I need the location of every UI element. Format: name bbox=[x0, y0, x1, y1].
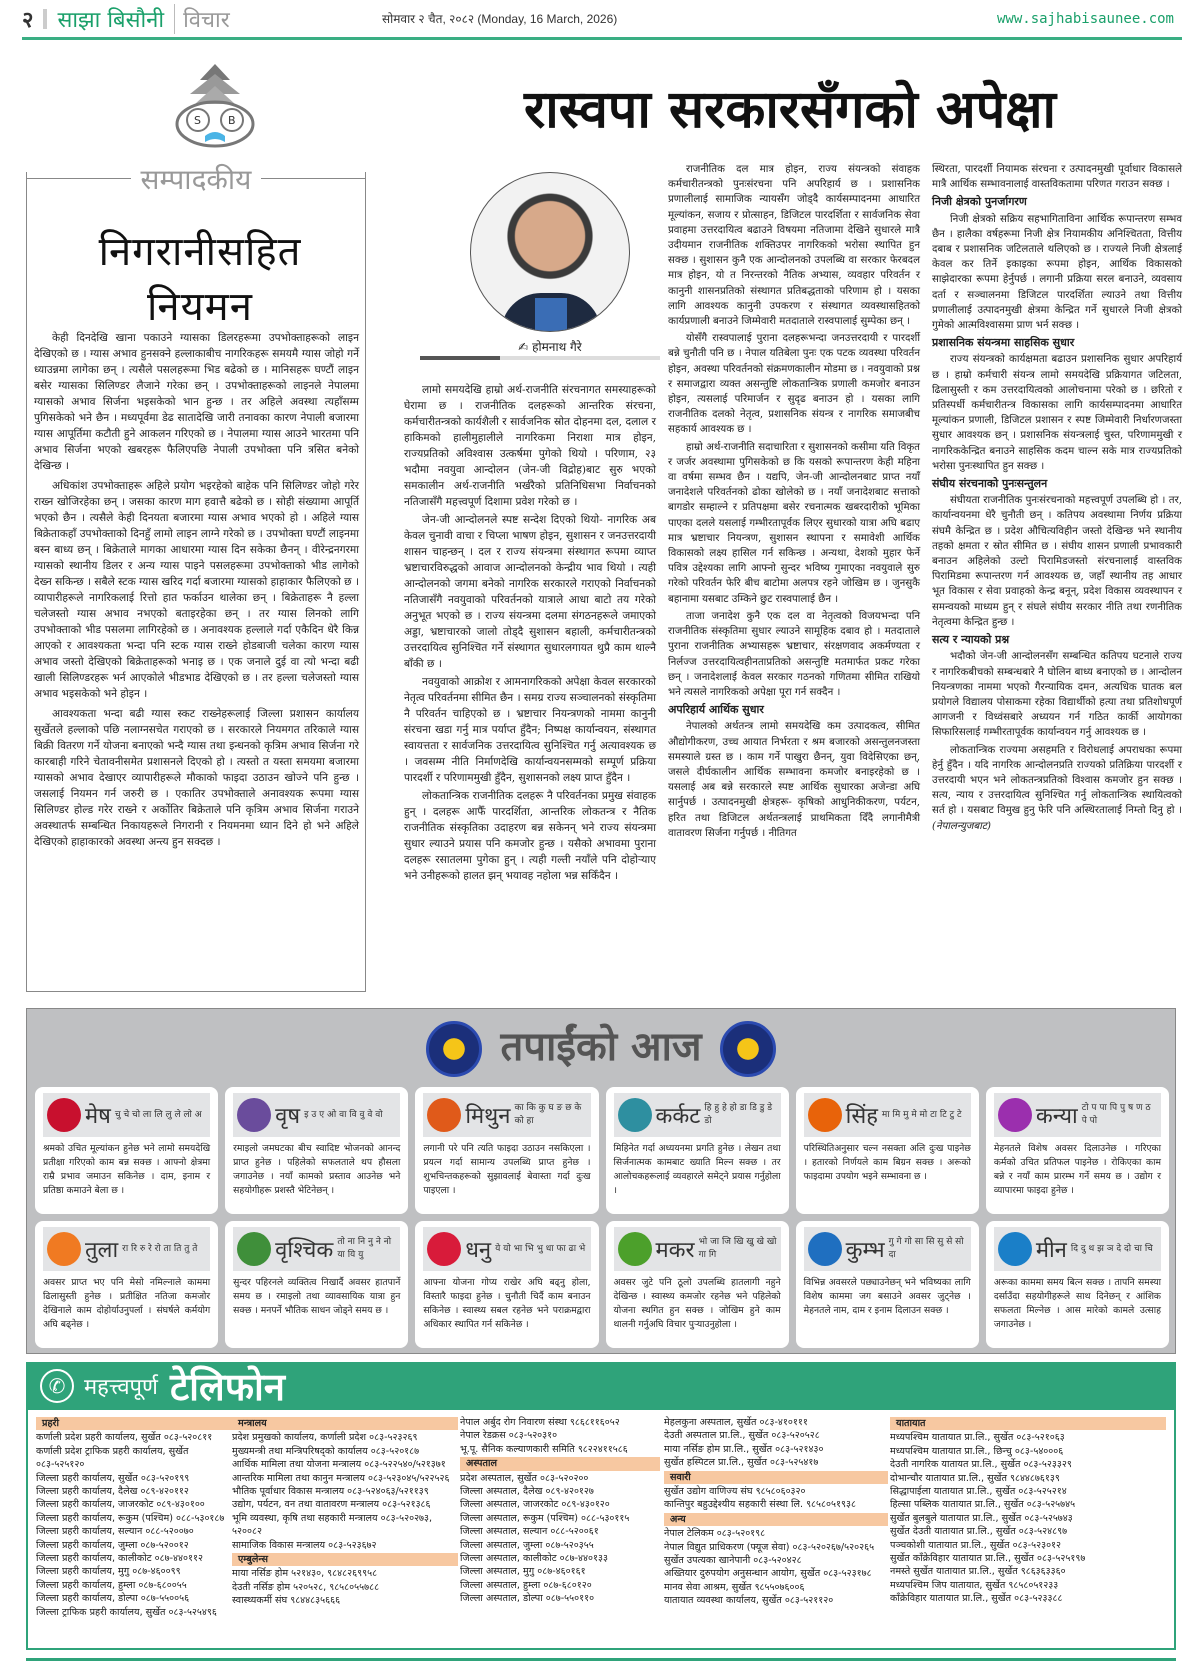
svg-text:S: S bbox=[194, 114, 201, 127]
telephone-entry: जिल्ला प्रहरी कार्यालय, सल्यान ०८८-५२००७० bbox=[36, 1526, 194, 1538]
article-paragraph: राजनीतिक दल मात्र होइन, राज्य संयन्त्रको संवाहक कर्मचारीतन्त्रको पुनःसंरचना पनि अपरिहार्य छ । प्रशासनिक प्रणालीलाई सामाजिक न्यायसँग जोड्दै कार्यसम्पादनमा आधारित मूल्यांकन, सजाय र प्रोत्साहन, डिजिटल पारदर्शिता र सार्वजनिक सेवा प्रवाहमा उत्तरदायित्व बढाउने विषयमा नतिजामा देखिने सुधारले मात्रै उदीयमान राजनीतिक शक्तिउपर नागरिकको भरोसा स्थापित हुन सक्छ । सुशासन कुनै एक आन्दोलनको उपलब्धि वा सरकार फेरबदल मात्र होइन, यो त निरन्तरको नैतिक अभ्यास, व्यवहार परिवर्तन र कानुनी शासनप्रतिको संस्थागत प्रतिबद्धताको परिणाम हो । यसका लागि आवश्यक कानुनी उपकरण र संस्थागत व्यवस्थासहितको कार्यप्रणाली बनाउने जिम्मेवारी मतदाताले रास्वपालाई सुम्पेका छन् । bbox=[668, 164, 920, 328]
telephone-category: प्रहरी bbox=[36, 1417, 232, 1430]
article-paragraph: नवयुवाको आक्रोश र आमनागरिकको अपेक्षा केवल सरकारको नेतृत्व परिवर्तनमा सीमित छैन । समग्र राज्य सञ्चालनको संस्कृतिमा नै परिवर्तन चाहिएको छ । भ्रष्टाचार नियन्त्रणको नाममा कानुनी संरचना खडा गर्नु मात्र पर्याप्त हुँदैन; निष्पक्ष कार्यान्वयन, संस्थागत स्वायत्तता र सार्वजनिक उत्तरदायित्व सुनिश्चित गर्नु अत्यावश्यक छ । जवसम्म नीति निर्माणदेखि कार्यान्वयनसम्मको सम्पूर्ण प्रक्रिया पारदर्शी र परिणाममुखी हुँदैन, सुशासनको लक्ष्य प्राप्त हुँदैन । bbox=[404, 676, 656, 784]
horoscope-card-header bbox=[233, 1093, 400, 1137]
telephone-entry: जिल्ला प्रहरी कार्यालय, मुगु ०८७-४६००९९ bbox=[36, 1566, 181, 1578]
telephone-entry: नेपाल रेडक्रस ०८३-५२०३१० bbox=[460, 1430, 558, 1442]
telephone-entry: जिल्ला प्रहरी कार्यालय, दैलेख ०८९-४२०११२ bbox=[36, 1486, 189, 1498]
telephone-column bbox=[664, 1416, 888, 1608]
page-number: २ bbox=[22, 7, 34, 33]
zodiac-sign-icon bbox=[237, 1098, 271, 1132]
author-photo-shirt bbox=[535, 298, 567, 332]
telephone-entry: नेपाल टेलिकम ०८३-५२०१९८ bbox=[664, 1528, 766, 1540]
article-paragraph: लामो समयदेखि हाम्रो अर्थ-राजनीति संरचनागत समस्याहरूको घेरामा छ । राजनीतिक दलहरूको आन्तरिक संरचना, कर्मचारीतन्त्रको कार्यशैली र सार्वजनिक स्रोत दोहनमा दल, दलाल र हाकिमको हालीमुहालीले नागरिकमा निराशा मात्र होइन, राज्यप्रतिको अविश्वास उत्कर्षमा पुगेको थियो । परिणाम, २३ भदौमा नवयुवा आन्दोलन (जेन-जी विद्रोह)बाट सुरु भएको समकालीन अर्थ-राजनीति भर्खरैको प्रतिनिधिसभा निर्वाचनको नतिजासँगै महत्त्वपूर्ण दिशामा प्रवेश गरेको छ । bbox=[404, 384, 656, 508]
telephone-category: मन्त्रालय bbox=[232, 1417, 458, 1430]
horoscope-card-header bbox=[43, 1093, 210, 1137]
article-paragraph: राज्य संयन्त्रको कार्यक्षमता बढाउन प्रशासनिक सुधार अपरिहार्य छ । हाम्रो कर्मचारी संयन्त्र लामो समयदेखि प्रक्रियागत जटिलता, ढिलासुस्ती र कम उत्तरदायित्वको आलोचनामा परेको छ । छरितो र प्रतिस्पर्धी कर्मचारीतन्त्र विकासका लागि कार्यसम्पादनमा आधारित मूल्यांकन प्रणाली, डिजिटल प्रशासन र स्पष्ट जिम्मेवारी निर्धारणजस्ता सुधार आवश्यक छन् । प्रशासनिक संयन्त्रलाई चुस्त, परिणाममुखी र नागरिककेन्द्रित बनाउने साहसिक कदम चाल्न सके मात्र राज्यप्रतिको भरोसा पुनःस्थापित हुन सक्छ । bbox=[932, 354, 1182, 472]
horoscope-card-header bbox=[614, 1093, 781, 1137]
telephone-entry: जिल्ला प्रहरी कार्यालय, रूकुम (पश्चिम) ०८८-५३०१८७ bbox=[36, 1512, 225, 1524]
zodiac-sign-name: कर्कट bbox=[655, 1104, 701, 1129]
editorial-paragraph: केही दिनदेखि खाना पकाउने ग्यासका डिलरहरूमा उपभोक्ताहरूको लाइन देखिएको छ । ग्यास अभाव हुनसक्ने हल्लाकाबीच नागरिकहरू समयमै ग्यास जोहो गर्ने ध्याउन्नमा लागेका छन् । त्यसैले पसलहरूमा भिड बढेको छ । मानिसहरू घण्टौं लाइन बसेर ग्यासका सिलिण्डर लैजाने गरेका छन् । उपभोक्ताहरूको लाइनले नेपालमा ग्यासको अभाव सिर्जना भइसकेको भान हुन्छ । तर अहिले अवस्था त्यहाँसम्म पुगिसकेको भने छैन । मध्यपूर्वमा डेढ सातादेखि जारी तनावका कारण नेपाली बजारमा ग्यास आपूर्तिमा कटौती हुने आकलन गरिएको छ । नेपालमा ग्यास आउने भारतमा पनि अभाव सिर्जना भएको खबरहरू फैलिएपछि नेपाली उपभोक्ता पनि त्रसित बनेको देखिन्छ । bbox=[34, 332, 359, 472]
horoscope-card-header bbox=[614, 1227, 781, 1271]
telephone-entry: मध्यपश्चिम यातायात प्रा.लि., सुर्खेत ०८३-५२१०६३ bbox=[890, 1432, 1065, 1444]
zodiac-sign-letters: रा रि रु रे रो ता ति तु ते bbox=[122, 1243, 198, 1254]
article-paragraph bbox=[932, 743, 1182, 834]
zodiac-sign-letters: ये यो भा भि भु धा फा ढा भे bbox=[495, 1243, 586, 1254]
horoscope-card bbox=[796, 1221, 979, 1348]
telephone-entry: नेपाल विद्युत प्राधिकरण (फ्यूज सेवा) ०८३-५२०२६७/५२०२६५ bbox=[664, 1541, 875, 1553]
telephone-entry: सिद्धापाईला यातायात प्रा.लि., सुर्खेत ०८३-५२५२१४ bbox=[890, 1486, 1067, 1498]
telephone-entry: जिल्ला अस्पताल, जाजरकोट ०८९-४३०१२० bbox=[460, 1499, 610, 1511]
page-bottom-rule bbox=[26, 1658, 1176, 1661]
zodiac-sign-letters: गु गे गो सा सि सु से सो दा bbox=[888, 1237, 964, 1260]
telephone-entry: नेपाल अर्बुद रोग निवारण संस्था ९८६८११६०५२ bbox=[460, 1417, 620, 1428]
horoscope-card bbox=[986, 1221, 1169, 1348]
horoscope-section bbox=[26, 1008, 1176, 1354]
editorial-label-text: सम्पादकीय bbox=[131, 163, 262, 196]
zodiac-sign-icon bbox=[618, 1098, 652, 1132]
horoscope-card bbox=[986, 1087, 1169, 1214]
zodiac-sign-name: सिंह bbox=[845, 1104, 878, 1129]
horoscope-text: परिस्थितिअनुसार चल्न नसक्ता अलि दुःख पाइनेछ । हतारको निर्णयले काम बिग्रन सक्छ । अरूको फाइदामा उपयोग भइने सम्भावना छ । bbox=[803, 1143, 971, 1182]
telephone-entry: देउती नागरिक यातायत प्रा.लि., सुर्खेत ०८३-५२३३२९ bbox=[890, 1459, 1072, 1471]
zodiac-sign-icon bbox=[998, 1098, 1032, 1132]
telephone-entry: जिल्ला अस्पताल, दैलेख ०८९-४२०१२७ bbox=[460, 1486, 594, 1498]
horoscope-text: अवसर जुटे पनि ठूलो उपलब्धि हातलागी नहुने देखिन्छ । स्वास्थ्य कमजोर रहनेछ भने पहिलेको योजना स्थगित हुन सक्छ । जोखिम हुने काम थालनी गर्नुअघि विचार पुऱ्याउनुहोला । bbox=[613, 1277, 781, 1330]
telephone-entry: जिल्ला अस्पताल, मुगु ०८७-४६०१६१ bbox=[460, 1566, 586, 1578]
article-paragraph: नेपालको अर्थतन्त्र लामो समयदेखि कम उत्पादकत्व, सीमित औद्योगीकरण, उच्च आयात निर्भरता र श्रम बजारको असन्तुलनजस्ता समस्याले ग्रस्त छ । काम गर्ने पाखुरा छैनन्, युवा विदेसिएका छन्, जसले दीर्घकालीन आर्थिक सम्भावना कमजोर बनाइरहेको छ । यसलाई अब बन्ने सरकारले स्पष्ट आर्थिक सुधारका अजेन्डा अघि सार्नुपर्छ । उत्पादनमुखी क्षेत्रहरू- कृषिको आधुनिकीकरण, पर्यटन, हरित तथा डिजिटल अर्थतन्त्रलाई प्राथमिकता दिँदै लगानीमैत्री वातावरण सिर्जना गर्नुपर्छ । नीतिगत bbox=[668, 721, 920, 839]
horoscope-text: मेहनतले विशेष अवसर दिलाउनेछ । गरिएका कर्मको उचित प्रतिफल पाइनेछ । रोकिएका काम बन्ने र नयाँ काम प्रारम्भ गर्ने समय छ । उद्योग र व्यापारमा फाइदा हुनेछ । bbox=[993, 1143, 1161, 1196]
zodiac-sign-icon bbox=[808, 1098, 842, 1132]
horoscope-card bbox=[225, 1087, 408, 1214]
telephone-category: अस्पताल bbox=[460, 1457, 660, 1470]
horoscope-text: अरूका काममा समय बित्न सक्छ । तापनि समस्या दर्साउँदा सहयोगीहरूले साथ दिनेछन् र आंशिक सफलता मिल्नेछ । आस मारेको कामले उत्साह जगाउनेछ । bbox=[993, 1277, 1161, 1330]
telephone-entry: सामाजिक विकास मन्त्रालय ०८३-५२३६७२ bbox=[232, 1539, 377, 1551]
horoscope-text: विभिन्न अवसरले पछ्याउनेछन् भने भविष्यका लागि विशेष काममा जग बसाउने अवसर जुट्नेछ । मेहनतले नाम, दाम र इनाम दिलाउन सक्छ । bbox=[803, 1277, 971, 1316]
telephone-entry: भौतिक पूर्वाधार विकास मन्त्रालय ०८३-५२४०६३/५२११३९ bbox=[232, 1486, 429, 1498]
author-byline bbox=[470, 338, 630, 355]
editorial-body bbox=[34, 330, 359, 854]
zodiac-sign-letters: का कि कु घ ङ छ के को हा bbox=[514, 1103, 582, 1126]
editorial-label bbox=[26, 160, 366, 198]
article-subheading: संघीय संरचनाको पुनःसन्तुलन bbox=[932, 477, 1048, 491]
zodiac-sign-name: वृष bbox=[275, 1104, 301, 1129]
telephone-entry: देउती अस्पताल प्रा.लि., सुर्खेत ०८३-५२०५२८ bbox=[664, 1430, 820, 1442]
telephone-entry: जिल्ला अस्पताल, रूकुम (पश्चिम) ०८८-५३०११५ bbox=[460, 1512, 630, 1524]
telephone-entry: जिल्ला अस्पताल, कालीकोट ०८७-४४०१३३ bbox=[460, 1553, 608, 1565]
horoscope-card bbox=[796, 1087, 979, 1214]
zodiac-wheel-icon bbox=[426, 1021, 482, 1077]
telephone-entry: मुख्यमन्त्री तथा मन्त्रिपरिषद्को कार्यालय ०८३-५२०१८७ bbox=[232, 1445, 420, 1457]
article-paragraph: योसँगै रास्वपालाई पुराना दलहरूभन्दा जनउत्तरदायी र पारदर्शी बन्ने चुनौती पनि छ । नेपाल यतिबेला पुनः एक पटक व्यवस्था परिवर्तन होइन, अवस्था परिवर्तनको संक्रमणकालीन मोडमा छ । नवयुवाको प्रश्न र समाजद्वारा व्यक्त असन्तुष्टि लोकतान्त्रिक प्रणाली कमजोर बनाउन होइन, त्यसलाई परिमार्जन र सुदृढ बनाउन हो । यसका लागि राजनीतिक दलको नेतृत्व, प्रशासनिक संयन्त्र र नागरिक समाजबीच सहकार्य आवश्यक छ । bbox=[668, 333, 920, 436]
article-paragraph: निजी क्षेत्रको सक्रिय सहभागिताविना आर्थिक रूपान्तरण सम्भव छैन । हालैका वर्षहरूमा निजी क्षेत्र नियामकीय अनिश्चितता, वित्तीय दबाब र प्रशासनिक जटिलताले थलिएको छ । राज्यले निजी क्षेत्रलाई केवल कर तिर्ने इकाइका रूपमा होइन, आर्थिक विकासको साझेदारका रूपमा हेर्नुपर्छ । लगानी प्रक्रिया सरल बनाउने, व्यवसाय दर्ता र सञ्चालनमा डिजिटल पारदर्शिता ल्याउने तथा वित्तीय प्रणालीलाई उत्पादनमुखी क्षेत्रमा केन्द्रित गर्ने सुधारले निजी क्षेत्रको गुमेको आत्मविश्वासमा प्राण भर्न सक्छ । bbox=[932, 213, 1182, 332]
telephone-header bbox=[26, 1362, 1176, 1410]
zodiac-sign-name: मकर bbox=[655, 1238, 695, 1263]
telephone-entry: हिल्सा पब्लिक यातायात प्रा.लि., सुर्खेत ०८३-५२५७४५ bbox=[890, 1499, 1076, 1511]
zodiac-sign-letters: टो प पा पि पु ष ण ठ पे पो bbox=[1081, 1103, 1151, 1126]
article-paragraph: जेन-जी आन्दोलनले स्पष्ट सन्देश दिएको थियो- नागरिक अब केवल चुनावी वाचा र चिप्ला भाषण होइन, सुशासन र जनउत्तरदायी शासन चाहन्छन् । दल र राज्य संयन्त्रमा संस्थागत रूपमा व्याप्त भ्रष्टाचारविरुद्धको आवाज आन्दोलनको केन्द्रीय भाव थियो । त्यही आन्दोलनको जगमा बनेको नागरिक सरकारले गराएको निर्वाचनको नतिजासँगै नवयुवाको परिवर्तनको यात्राले आधा बाटो तय गरेको अनुभूत भएको छ । राज्य संयन्त्रमा दलमा संगठनहरूले जमाएको अड्डा, भ्रष्टाचारको जालो तोड्दै सुशासन बहाली, कर्मचारीतन्त्रको उत्तरदायित्व सुनिश्चित गर्ने संस्थागत सुधारलगायत थुप्रै काम थाल्नै बाँकी छ । bbox=[404, 514, 656, 670]
telephone-entry: पञ्चकोशी यातायात प्रा.लि., सुर्खेत ०८३-५२३०१२ bbox=[890, 1539, 1062, 1551]
horoscope-grid bbox=[35, 1087, 1169, 1348]
telephone-entry: माया नर्सिङ होम ५२१४३०, ९८४८२६९९५८ bbox=[232, 1568, 378, 1580]
telephone-entry: सुर्खेत हस्पिटल प्रा.लि., सुर्खेत ०८३-५२५४१७ bbox=[664, 1457, 819, 1469]
article-paragraph: स्थिरता, पारदर्शी नियामक संरचना र उत्पादनमुखी पूर्वाधार विकासले मात्रै आर्थिक सम्भावनालाई वास्तविकतामा परिणत गराउन सक्छ । bbox=[932, 164, 1182, 191]
horoscope-card-header bbox=[804, 1093, 971, 1137]
zodiac-sign-icon bbox=[47, 1098, 81, 1132]
article-column-2 bbox=[668, 162, 920, 843]
zodiac-sign-name: तुला bbox=[85, 1238, 119, 1263]
telephone-entry: उद्योग, पर्यटन, वन तथा वातावरण मन्त्रालय ०८३-५२१३८६ bbox=[232, 1499, 431, 1511]
telephone-entry: सुर्खेत उपत्यका खानेपानी ०८३-५२०४२८ bbox=[664, 1555, 802, 1567]
telephone-entry: देउती नर्सिङ होम ५२०५२८, ९८५८०५५७८८ bbox=[232, 1581, 380, 1593]
telephone-entry: सुर्खेत देउती यातायात प्रा.लि., सुर्खेत ०८३-५२४८९७ bbox=[890, 1526, 1068, 1538]
article-subheading: निजी क्षेत्रको पुनर्जागरण bbox=[932, 195, 1027, 209]
telephone-entry: जिल्ला प्रहरी कार्यालय, जाजरकोट ०८९-४३०१०० bbox=[36, 1499, 205, 1511]
telephone-category: अन्य bbox=[664, 1513, 888, 1526]
telephone-category: यातायात bbox=[890, 1417, 1166, 1430]
zodiac-sign-icon bbox=[237, 1232, 271, 1266]
telephone-entry: सुर्खेत उद्योग वाणिज्य संघ ९८५८०६०३२० bbox=[664, 1486, 806, 1498]
horoscope-text: सुन्दर पहिरनले व्यक्तित्व निखार्दै अवसर हातपार्ने समय छ । रमाइलो तथा व्यावसायिक यात्रा हुन सक्छ । मनपर्ने भौतिक साधन जोड्ने समय छ । bbox=[233, 1277, 401, 1316]
article-paragraph: हाम्रो अर्थ-राजनीति सदाचारिता र सुशासनको कसीमा यति विकृत र जर्जर अवस्थामा पुगिसकेको छ कि यसको रूपान्तरण केही महिना वा वर्षमा सम्भव छैन । यद्यपि, जेन-जी आन्दोलनबाट प्राप्त नयाँ जनादेशले परिवर्तनको ढोका खोलेको छ । नयाँ जनादेशबाट सत्ताको बागडोर सम्हाल्ने र प्रतिपक्षमा बसेर रचनात्मक खबरदारीको भूमिका पाएका दलले यसलाई गम्भीरतापूर्वक लिएर सुधारको यात्रा अघि बढाए मात्र भ्रष्टाचार नियन्त्रण, सुशासन स्थापना र समावेशी आर्थिक विकासको लक्ष्य हासिल गर्न सकिन्छ । अन्यथा, देशको मुहार फेर्ने पवित्र उद्देश्यका लागि आफ्नो सुन्दर भविष्य गुमाएका नवयुवाले सुरु गरेको परिवर्तन फेरि बीच बाटोमा अलपत्र रहने जोखिम छ । जुनसुकै बहानामा यसबाट उम्किने छुट रास्वपालाई छैन । bbox=[668, 441, 920, 605]
telephone-entry: मध्यपश्चिम जिप यातायात, सुर्खेत ९८५८०५१२३३ bbox=[890, 1579, 1059, 1591]
zodiac-sign-name: मिथुन bbox=[465, 1104, 511, 1129]
telephone-entry: कर्णाली प्रदेश ट्राफिक प्रहरी कार्यालय, सुर्खेत ०८३-५२५१२० bbox=[36, 1445, 189, 1471]
byline-bar bbox=[420, 356, 660, 360]
pen-icon: ✍ bbox=[518, 340, 533, 354]
telephone-entry: मध्यपश्चिम यातायात प्रा.लि., छिन्चु ०८३-५४०००६ bbox=[890, 1445, 1064, 1457]
author-photo bbox=[470, 172, 630, 332]
telephone-entry: कान्तिपुर बहुउद्देश्यीय सहकारी संस्था लि. ९८५८०५१९३८ bbox=[664, 1499, 856, 1511]
telephone-entry: जिल्ला अस्पताल, हुम्ला ०८७-६८०१२० bbox=[460, 1579, 592, 1591]
telephone-entry: नमस्ते सुर्खेत यातायात प्रा.लि., सुर्खेत ९८६३६३३६० bbox=[890, 1566, 1066, 1578]
zodiac-sign-letters: चु चे चो ला लि लु ले लो अ bbox=[114, 1109, 202, 1120]
horoscope-title: तपाईंको आज bbox=[500, 1024, 702, 1070]
zodiac-sign-letters: इ उ ए ओ वा वि वु वे वो bbox=[304, 1109, 383, 1120]
horoscope-header bbox=[27, 1017, 1175, 1077]
telephone-category: एम्बुलेन्स bbox=[232, 1553, 458, 1566]
horoscope-text: लगानी परे पनि त्यति फाइदा उठाउन नसकिएला । प्रयत्न गर्दा सामान्य उपलब्धि प्राप्त हुनेछ । शुभचिन्तकहरूको सुझावलाई बेवास्ता गर्दा दुःख पाइएला । bbox=[423, 1143, 591, 1196]
zodiac-sign-name: कुम्भ bbox=[845, 1238, 885, 1263]
zodiac-sign-letters: तो ना नि नु ने नो या यि यु bbox=[337, 1237, 392, 1260]
horoscope-card bbox=[606, 1087, 789, 1214]
newspaper-logo-icon bbox=[170, 62, 260, 152]
horoscope-card-header bbox=[994, 1093, 1161, 1137]
zodiac-wheel-icon bbox=[720, 1021, 776, 1077]
zodiac-sign-name: वृश्चिक bbox=[275, 1238, 334, 1263]
article-subheading: सत्य र न्यायको प्रश्न bbox=[932, 633, 1010, 647]
zodiac-sign-icon bbox=[427, 1098, 461, 1132]
telephone-entry: मानव सेवा आश्रम, सुर्खेत ९८५५०७६००६ bbox=[664, 1581, 805, 1593]
article-headline: रास्वपा सरकारसँगको अपेक्षा bbox=[523, 80, 1057, 140]
telephone-entry: भूमि व्यवस्था, कृषि तथा सहकारी मन्त्रालय ०८३-५२०२७३, ५२००८२ bbox=[232, 1512, 433, 1538]
telephone-entry: जिल्ला प्रहरी कार्यालय, डोल्पा ०८७-५५००५६ bbox=[36, 1593, 190, 1605]
telephone-column bbox=[36, 1416, 232, 1619]
horoscope-card-header bbox=[994, 1227, 1161, 1271]
horoscope-text: मिहिनेत गर्दा अध्ययनमा प्रगति हुनेछ । लेखन तथा सिर्जनात्मक कामबाट ख्याति मिल्न सक्छ । तर आलोचकहरूलाई व्यवहारले समेट्ने प्रयास गर्नुहोला । bbox=[613, 1143, 781, 1196]
issue-date: सोमवार २ चैत, २०८२ (Monday, 16 March, 2026) bbox=[382, 12, 618, 26]
telephone-entry: आर्थिक मामिला तथा योजना मन्त्रालय ०८३-५२२५४०/५२१३७१ bbox=[232, 1459, 446, 1471]
zodiac-sign-icon bbox=[47, 1232, 81, 1266]
telephone-entry: सुर्खेत बुलबुले यातायात प्रा.लि., सुर्खेत ०८३-५२५७४३ bbox=[890, 1512, 1073, 1524]
telephone-directory bbox=[26, 1410, 1176, 1650]
phone-icon: ✆ bbox=[40, 1369, 74, 1403]
zodiac-sign-letters: हि हु हे हो डा डि डु डे डो bbox=[704, 1103, 773, 1126]
article-source: (नेपालन्युजबाट) bbox=[932, 820, 991, 832]
telephone-entry: यातायात व्यवस्था कार्यालय, सुर्खेत ०८३-५२११२० bbox=[664, 1595, 834, 1607]
telephone-entry: जिल्ला प्रहरी कार्यालय, जुम्ला ०८७-५२००१२ bbox=[36, 1539, 189, 1551]
horoscope-card-header bbox=[43, 1227, 210, 1271]
page-header bbox=[22, 0, 1182, 40]
telephone-entry: दोभान्चौर यातायात प्रा.लि., सुर्खेत ९८४४८७६१३९ bbox=[890, 1472, 1060, 1484]
article-paragraph: भदौको जेन-जी आन्दोलनसँग सम्बन्धित कतिपय घटनाले राज्य र नागरिकबीचको सम्बन्धबारे नै घोलिन बाध्य बनाएको छ । आन्दोलन नियन्त्रणका नाममा भएको गैरन्यायिक दमन, अत्यधिक घातक बल प्रयोगले विद्यालय पोसाकमा रहेका विद्यार्थीको हत्या तथा प्रतिशोधपूर्ण आगजनी र विध्वंसबारे अध्ययन गर्न गठित कार्की आयोगका सिफारिसलाई गम्भीरतापूर्वक कार्यान्वयन गर्नु आवश्यक छ । bbox=[932, 651, 1182, 739]
zodiac-sign-icon bbox=[618, 1232, 652, 1266]
telephone-entry: कर्णाली प्रदेश प्रहरी कार्यालय, सुर्खेत ०८३-५२०८११ bbox=[36, 1432, 213, 1444]
zodiac-sign-name: धनु bbox=[465, 1238, 492, 1263]
horoscope-card-header bbox=[804, 1227, 971, 1271]
editorial-title: निगरानीसहित नियमन bbox=[98, 229, 302, 330]
header-divider bbox=[43, 9, 47, 29]
horoscope-text: रमाइलो जमघटका बीच स्वादिष्ट भोजनको आनन्द प्राप्त हुनेछ । पहिलेको सफलताले थप हौसला जगाउनेछ । नयाँ कामको प्रस्ताव आउनेछ भने सहयोगीहरू प्रशस्तै भेटिनेछन् । bbox=[233, 1143, 401, 1196]
horoscope-card bbox=[606, 1221, 789, 1348]
horoscope-text: श्रमको उचित मूल्यांकन हुनेछ भने लामो समयदेखि प्रतीक्षा गरिएको काम बन्न सक्छ । आफ्नो क्षेत्रमा राम्रै प्रभाव जमाउन सकिनेछ । दाम, इनाम र प्रतिष्ठा कमाउने बेला छ । bbox=[43, 1143, 211, 1196]
horoscope-card bbox=[35, 1221, 218, 1348]
author-name: होमनाथ गैरे bbox=[532, 340, 582, 354]
horoscope-card bbox=[415, 1221, 598, 1348]
brand-name[interactable]: साझा बिसौनी bbox=[57, 7, 165, 33]
telephone-entry: मेहलकुना अस्पताल, सुर्खेत ०८३-४१०१११ bbox=[664, 1417, 808, 1428]
telephone-entry: अख्तियार दुरुपयोग अनुसन्धान आयोग, सुर्खेत ०८३-५२३१७८ bbox=[664, 1568, 872, 1580]
horoscope-card-header bbox=[423, 1093, 590, 1137]
svg-text:B: B bbox=[228, 114, 236, 127]
horoscope-text: आफ्ना योजना गोप्य राखेर अघि बढ्नु होला, विस्तारै फाइदा हुनेछ । चुनौती चिर्दै काम बनाउन सकिनेछ । स्वास्थ्य सबल रहनेछ भने पराक्रमद्वारा अधिकार स्थापित गर्न सकिनेछ । bbox=[423, 1277, 591, 1330]
horoscope-card bbox=[415, 1087, 598, 1214]
telephone-entry: जिल्ला अस्पताल, डोल्पा ०८७-५५०११० bbox=[460, 1593, 595, 1605]
telephone-entry: स्वास्थ्यकर्मी संघ ९८४४८३५६६६ bbox=[232, 1595, 341, 1607]
telephone-column bbox=[232, 1416, 458, 1608]
telephone-entry: जिल्ला प्रहरी कार्यालय, हुम्ला ०८७-६८००५५ bbox=[36, 1579, 187, 1591]
zodiac-sign-letters: दि दु थ झ ञ दे दो चा चि bbox=[1070, 1243, 1153, 1254]
horoscope-card bbox=[225, 1221, 408, 1348]
horoscope-card-header bbox=[423, 1227, 590, 1271]
telephone-entry: जिल्ला प्रहरी कार्यालय, कालीकोट ०८७-४४०११२ bbox=[36, 1553, 203, 1565]
telephone-entry: आन्तरिक मामिला तथा कानुन मन्त्रालय ०८३-५२३०४५/५२२५२६ bbox=[232, 1472, 450, 1484]
zodiac-sign-letters: मा मि मु मे मो टा टि टु टे bbox=[881, 1109, 962, 1120]
telephone-entry: भू.पू. सैनिक कल्याणकारी समिति ९८२२४११५८६ bbox=[460, 1443, 628, 1455]
article-paragraph: ताजा जनादेश कुनै एक दल वा नेतृत्वको विजयभन्दा पनि राजनीतिक संस्कृतिमा सुधार ल्याउने सामूहिक दबाव हो । मतदाताले पुराना राजनीतिक अभ्यासहरू भ्रष्टाचार, संरक्षणवाद अकर्मण्यता र निर्लज्ज उत्तरदायित्वहीनताप्रतिको असन्तुष्टि मतमार्फत प्रकट गरेका छन् । जनादेशलाई केवल सरकार गठनको गणितमा सीमित राखियो भने त्यसले नागरिकको अपेक्षा पूरा गर्न सक्दैन । bbox=[668, 610, 920, 698]
horoscope-text: अवसर प्राप्त भए पनि मेसो नमिल्नाले काममा ढिलासुस्ती हुनेछ । प्रतीक्षित नतिजा कमजोर देखिनाले काम दोहोर्याउनुपर्ला । संघर्षले कर्मयोग अघि बढ्नेछ । bbox=[43, 1277, 211, 1330]
telephone-category: सवारी bbox=[664, 1471, 888, 1484]
telephone-entry: जिल्ला ट्राफिक प्रहरी कार्यालय, सुर्खेत ०८३-५२५४९६ bbox=[36, 1606, 217, 1618]
telephone-entry: जिल्ला प्रहरी कार्यालय, सुर्खेत ०८३-५२०१९९ bbox=[36, 1472, 190, 1484]
zodiac-sign-icon bbox=[808, 1232, 842, 1266]
article-subheading: अपरिहार्य आर्थिक सुधार bbox=[668, 703, 764, 717]
horoscope-card-header bbox=[233, 1227, 400, 1271]
telephone-column bbox=[890, 1416, 1166, 1606]
telephone-column bbox=[460, 1416, 660, 1606]
telephone-entry: जिल्ला अस्पताल, जुम्ला ०८७-५२०३५५ bbox=[460, 1539, 594, 1551]
telephone-entry: काँक्रेविहार यातायात प्रा.लि., सुर्खेत ०८३-५२३३८८ bbox=[890, 1593, 1063, 1605]
horoscope-card bbox=[35, 1087, 218, 1214]
zodiac-sign-icon bbox=[427, 1232, 461, 1266]
zodiac-sign-name: मेष bbox=[85, 1104, 111, 1129]
article-subheading: प्रशासनिक संयन्त्रमा साहसिक सुधार bbox=[932, 336, 1075, 350]
site-url[interactable]: www.sajhabisaunee.com bbox=[996, 10, 1174, 27]
editorial-paragraph: आवश्यकता भन्दा बढी ग्यास स्कट राख्नेहरूलाई जिल्ला प्रशासन कार्यालय सुर्खेतले हल्लाको पछि नलाग्नसचेत गराएको छ । सरकारले नियमगत तरिकाले ग्यास बिक्री वितरण गर्ने योजना बनाएको भन्दै ग्यास तथा इन्धनको कृत्रिम अभाव सिर्जना गरे कारबाही गरिने चेतावनीसमेत प्रशासनले दिएको हो । त्यस्तो त यस्ता समयमा बजारमा ग्यासको अभाव देखाएर व्यापारीहरूले मौकाको फाइदा उठाउन खोज्ने पनि हुन्छ । जसलाई नियमन गर्न जरुरी छ । एकातिर उपभोक्ताले अनावश्यक रूपमा ग्यास सिलिण्डर होल्ड गरेर राख्ने र अर्कोतिर बिक्रेताले पनि कृत्रिम अभाव सिर्जना गराउने अवस्थातर्फ सम्बन्धित निकायहरूले निगरानी र नियमनमा ध्यान दिने हो भने अहिले देखिएको हाहाकारको अवस्था अन्त्य हुन सक्दछ । bbox=[34, 708, 359, 848]
article-column-1 bbox=[404, 382, 656, 886]
zodiac-sign-name: कन्या bbox=[1035, 1104, 1078, 1129]
telephone-title-small: महत्त्वपूर्ण bbox=[84, 1375, 158, 1400]
article-paragraph: संघीयता राजनीतिक पुनःसंरचनाको महत्त्वपूर्ण उपलब्धि हो । तर, कार्यान्वयनमा धेरै चुनौती छन् । कतिपय अवस्थामा निर्णय प्रक्रिया संघमै केन्द्रित छ । प्रदेश औचित्यविहीन जस्तो देखिन्छ भने स्थानीय तहको क्षमता र स्रोत सीमित छ । संघीय शासन प्रणाली प्रभावकारी बनाउन अहिलेको उल्टो पिरामिडजस्तो संरचनालाई वास्तविक पिरामिडमा रूपान्तरण गर्न आवश्यक छ, जहाँ स्थानीय तह आधार भूत विकास र सेवा प्रवाहको केन्द्र बनून्, प्रदेश विकास व्यवस्थापन र समन्वयको माध्यम हुन् र संघले संघीय सरकार नीति तथा रणनीतिक नेतृत्वमा केन्द्रित हुन्छ । bbox=[932, 495, 1182, 628]
telephone-entry: माया नर्सिङ होम प्रा.लि., सुर्खेत ०८३-५२१४३० bbox=[664, 1443, 824, 1455]
article-closing: लोकतान्त्रिक राज्यमा असहमति र विरोधलाई अपराधका रूपमा हेर्नु हुँदैन । यदि नागरिक आन्दोलनप्रति राज्यको प्रतिक्रिया पारदर्शी र उत्तरदायी भएन भने लोकतन्त्रप्रतिको विश्वास कमजोर हुन सक्छ । सत्य, न्याय र उत्तरदायित्व सुनिश्चित गर्नु लोकतान्त्रिक स्थायित्वको सर्त हो । यसबाट विमुख हुनु फेरि पनि अस्थिरतालाई निम्तो दिनु हो । bbox=[932, 744, 1182, 817]
article-column-3 bbox=[932, 162, 1182, 836]
zodiac-sign-name: मीन bbox=[1035, 1238, 1067, 1263]
telephone-entry: सुर्खेत काँक्रेविहार यातायात प्रा.लि., सुर्खेत ०८३-५२५१९७ bbox=[890, 1553, 1086, 1565]
telephone-entry: जिल्ला अस्पताल, सल्यान ०८८-५२००६१ bbox=[460, 1526, 599, 1538]
telephone-entry: प्रदेश प्रमुखको कार्यालय, कर्णाली प्रदेश ०८३-५२३२६९ bbox=[232, 1432, 418, 1444]
editorial-paragraph: अधिकांश उपभोक्ताहरू अहिले प्रयोग भइरहेको बाहेक पनि सिलिण्डर जोहो गरेर राख्न खोजिरहेका छन् । जसका कारण माग हवात्तै बढेको छ । सोही संख्यामा आपूर्ति भएको छैन । त्यसैले केही दिनयता बजारमा ग्यास अभाव भएको हो । अहिले ग्यास बिक्रेताकहाँ उपभोक्ताको दिनहुँ लामो लाइन लाग्ने गरेको छ । उपभोक्ता घण्टौं लाइनमा बस्न बाध्य छन् । बिक्रेताले मागका आधारमा ग्यास दिन सकेका छैनन् । वीरेन्द्रनगरमा ग्यासको स्थानीय डिलर र अन्य ग्यास पाइने पसलहरूमा उपभोक्ताको भीड लागेको देख्न सकिन्छ । सबैले स्टक ग्यास खरिद गर्दा बजारमा ग्यासको हाहाकार फैलिएको छ । व्यापारीहरूले नागरिकलाई रित्तो हात फर्काउन थालेका छन् । बिक्रेताहरू नै हल्ला चलेजस्तो ग्यास अभाव नभएको बताइरहेका छन् । तर ग्यास लिनको लागि उपभोक्ताको भीड पसलमा लागिरहेको छ । अनावश्यक हल्लाले गर्दा एकैदिन धेरै किन्न आएको र आवश्यकता भन्दा पनि स्टक ग्यास राख्ने होडबाजी चलेका कारण ग्यास अभाव जस्तो देखिएको बिक्रेताहरूको भनाइ छ । एक जनाले दुई वा त्यो भन्दा बढी खाली सिलिण्डरहरू भर्न आएकोले भीडभाड देखिएको छ । तर हल्ला चलेजस्तो ग्यास अभाव भइसकेको भने होइन । bbox=[34, 480, 359, 700]
zodiac-sign-letters: भो जा जि खि खु खे खो गा गि bbox=[698, 1237, 777, 1260]
article-paragraph: लोकतान्त्रिक राजनीतिक दलहरू नै परिवर्तनका प्रमुख संवाहक हुन् । दलहरू आफैँ पारदर्शिता, आन्तरिक लोकतन्त्र र नैतिक राजनीतिक संस्कृतिका उदाहरण बन्न सकेनन् भने राज्य संयन्त्रमा सुधार ल्याउने प्रयास पनि कमजोर हुन्छ । यसैको अभावमा पुराना दलहरू रसातलमा पुगेका हुन् । त्यही गल्ती नयाँले पनि दोहोऱ्याए भने उनीहरूको हालत झन् भयावह नहोला भन्न सकिँदैन । bbox=[404, 790, 656, 882]
telephone-entry: प्रदेश अस्पताल, सुर्खेत ०८३-५२०२०० bbox=[460, 1472, 589, 1484]
telephone-title-big: टेलिफोन bbox=[169, 1365, 285, 1409]
section-name: विचार bbox=[174, 4, 230, 34]
zodiac-sign-icon bbox=[998, 1232, 1032, 1266]
